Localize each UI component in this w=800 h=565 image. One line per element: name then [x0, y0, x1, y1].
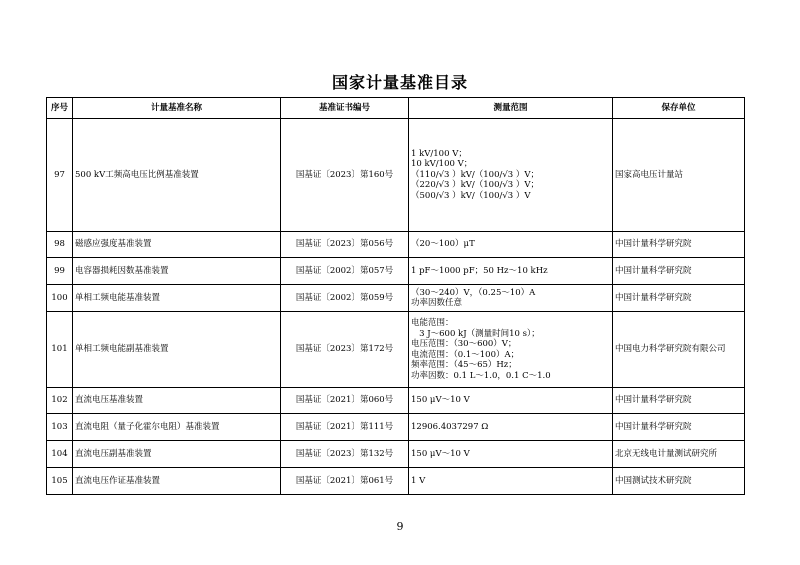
cell-custodian: 国家高电压计量站 [613, 119, 745, 232]
cell-custodian: 北京无线电计量测试研究所 [613, 441, 745, 468]
cell-serial: 101 [47, 312, 73, 388]
cell-serial: 105 [47, 468, 73, 495]
cell-custodian: 中国测试技术研究院 [613, 468, 745, 495]
cell-custodian: 中国计量科学研究院 [613, 258, 745, 285]
table-row [47, 232, 745, 258]
cell-custodian: 中国计量科学研究院 [613, 414, 745, 441]
page-title: 国家计量基准目录 [331, 73, 468, 92]
cell-certificate-no: 国基证〔2023〕第132号 [281, 441, 409, 468]
cell-serial: 97 [47, 119, 73, 232]
cell-measurement-range: 150 μV～10 V [409, 388, 613, 414]
cell-measurement-range: 12906.4037297 Ω [409, 414, 613, 441]
cell-custodian: 中国电力科学研究院有限公司 [613, 312, 745, 388]
cell-certificate-no: 国基证〔2021〕第061号 [281, 468, 409, 495]
table-row [47, 312, 745, 388]
table-row [47, 441, 745, 468]
cell-standard-name: 直流电压基准装置 [73, 388, 281, 414]
cell-standard-name: 单相工频电能副基准装置 [73, 312, 281, 388]
cell-certificate-no: 国基证〔2021〕第060号 [281, 388, 409, 414]
cell-custodian: 中国计量科学研究院 [613, 232, 745, 258]
cell-standard-name: 直流电压作证基准装置 [73, 468, 281, 495]
cell-standard-name: 磁感应强度基准装置 [73, 232, 281, 258]
cell-certificate-no: 国基证〔2002〕第057号 [281, 258, 409, 285]
cell-measurement-range: 1 V [409, 468, 613, 495]
cell-certificate-no: 国基证〔2023〕第056号 [281, 232, 409, 258]
header-standard-name: 计量基准名称 [73, 98, 281, 119]
cell-certificate-no: 国基证〔2021〕第111号 [281, 414, 409, 441]
cell-serial: 102 [47, 388, 73, 414]
cell-custodian: 中国计量科学研究院 [613, 285, 745, 312]
table-row [47, 119, 745, 232]
page-number: 9 [396, 520, 404, 533]
header-serial: 序号 [47, 98, 73, 119]
cell-measurement-range: 电能范围： 3 J～600 kJ（测量时间10 s）； 电压范围：（30～600）V； 电流范围：（0.1～100）A； 频率范围：（45～65）Hz； 功率因数：0.1 L～1.0，0.1 C～1.0 [409, 312, 613, 388]
header-custodian: 保存单位 [613, 98, 745, 119]
cell-certificate-no: 国基证〔2023〕第172号 [281, 312, 409, 388]
cell-serial: 99 [47, 258, 73, 285]
cell-standard-name: 单相工频电能基准装置 [73, 285, 281, 312]
cell-serial: 100 [47, 285, 73, 312]
cell-standard-name: 电容器损耗因数基准装置 [73, 258, 281, 285]
table-header-row [47, 98, 745, 119]
cell-measurement-range: 150 μV～10 V [409, 441, 613, 468]
cell-standard-name: 直流电压副基准装置 [73, 441, 281, 468]
cell-measurement-range: （20～100）μT [409, 232, 613, 258]
cell-certificate-no: 国基证〔2002〕第059号 [281, 285, 409, 312]
cell-serial: 98 [47, 232, 73, 258]
table-row [47, 468, 745, 495]
cell-measurement-range: 1 kV/100 V； 10 kV/100 V； （110/√3 ）kV/（100/√3 ）V； （220/√3 ）kV/（100/√3 ）V； （500/√3 ）kV/（100/√3 ）V [409, 119, 613, 232]
cell-standard-name: 直流电阻（量子化霍尔电阻）基准装置 [73, 414, 281, 441]
table-row [47, 258, 745, 285]
cell-custodian: 中国计量科学研究院 [613, 388, 745, 414]
table-row [47, 414, 745, 441]
standards-table [46, 97, 745, 495]
cell-standard-name: 500 kV工频高电压比例基准装置 [73, 119, 281, 232]
cell-serial: 104 [47, 441, 73, 468]
table-row [47, 285, 745, 312]
header-measurement-range: 测量范围 [409, 98, 613, 119]
cell-measurement-range: 1 pF～1000 pF；50 Hz～10 kHz [409, 258, 613, 285]
cell-certificate-no: 国基证〔2023〕第160号 [281, 119, 409, 232]
table-row [47, 388, 745, 414]
header-certificate-no: 基准证书编号 [281, 98, 409, 119]
cell-serial: 103 [47, 414, 73, 441]
cell-measurement-range: （30～240）V，（0.25～10）A 功率因数任意 [409, 285, 613, 312]
